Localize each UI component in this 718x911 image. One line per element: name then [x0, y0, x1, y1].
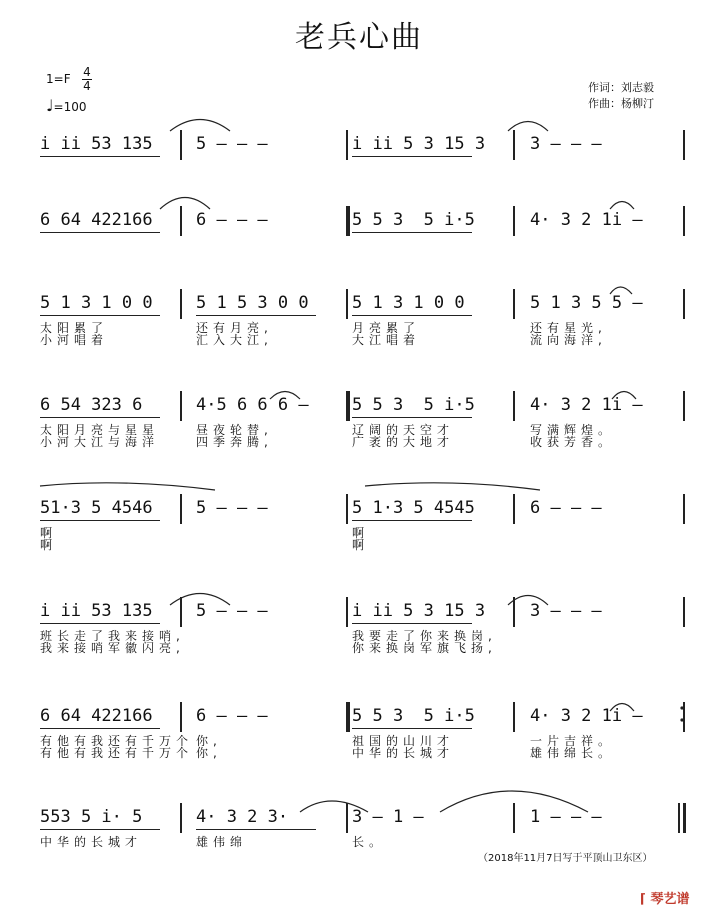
- lyric-text: 长。: [352, 835, 387, 849]
- watermark-logo: ⌈ 琴艺谱: [640, 892, 690, 907]
- measure-notes: 5 5 3 5 i·5: [352, 395, 475, 415]
- measure-notes: 51·3 5 4546: [40, 498, 153, 518]
- lyric-text: 太阳累了: [40, 321, 109, 335]
- measure-notes: 4· 3 2 3·: [196, 807, 289, 827]
- lyric-text: 雄伟绵长。: [530, 746, 616, 760]
- lyric-text: 你,: [196, 746, 222, 760]
- measure-notes: 5 – – –: [196, 601, 268, 621]
- time-top: 4: [83, 65, 91, 79]
- lyric-text: 还有月亮,: [196, 321, 273, 335]
- lyric-text: 还有星光,: [530, 321, 607, 335]
- lyric-text: 广袤的大地才: [352, 435, 455, 449]
- measure-notes: i ii 5 3 15 3: [352, 134, 486, 154]
- lyric-text: 有他有我还有千万个: [40, 746, 194, 760]
- lyric-text: 中华的长城才: [40, 835, 143, 849]
- lyric-text: 小河大江与海洋: [40, 435, 160, 449]
- lyric-text: 收获芳香。: [530, 435, 616, 449]
- measure-notes: 6 54 323 6: [40, 395, 143, 415]
- measure-notes: 5 1·3 5 4545: [352, 498, 475, 518]
- key-label: 1=F: [46, 72, 71, 86]
- measure-notes: 5 1 3 1 0 0: [40, 293, 153, 313]
- lyric-text: 昼夜轮替,: [196, 423, 273, 437]
- lyric-text: 班长走了我来接哨,: [40, 629, 185, 643]
- watermark-text: 琴艺谱: [650, 892, 690, 907]
- lyric-text: 汇入大江,: [196, 333, 273, 347]
- page-title: 老兵心曲: [295, 20, 423, 55]
- lyric-text: 月亮累了: [352, 321, 421, 335]
- lyric-text: 辽阔的天空才: [352, 423, 455, 437]
- measure-notes: 6 64 422166: [40, 210, 153, 230]
- lyric-text: 写满辉煌。: [530, 423, 616, 437]
- measure-notes: 1 – – –: [530, 807, 602, 827]
- measure-notes: 4·5 6 6 6 –: [196, 395, 309, 415]
- measure-notes: i ii 5 3 15 3: [352, 601, 486, 621]
- lyric-text: 大江唱着: [352, 333, 421, 347]
- lyric-text: 祖国的山川才: [352, 734, 455, 748]
- measure-notes: 5 5 3 5 i·5: [352, 210, 475, 230]
- measure-notes: 4· 3 2 1i –: [530, 395, 643, 415]
- measure-notes: 3 – 1 –: [352, 807, 424, 827]
- lyric-text: 啊: [40, 526, 58, 540]
- measure-notes: 3 – – –: [530, 134, 602, 154]
- lyric-text: 中华的长城才: [352, 746, 455, 760]
- measure-notes: 5 – – –: [196, 498, 268, 518]
- measure-notes: 5 1 3 5 5 –: [530, 293, 643, 313]
- measure-notes: 4· 3 2 1i –: [530, 706, 643, 726]
- lyric-text: 我要走了你来换岗,: [352, 629, 497, 643]
- lyric-text: 啊: [352, 526, 370, 540]
- measure-notes: 5 – – –: [196, 134, 268, 154]
- quarter-note-icon: ♩: [46, 96, 54, 115]
- measure-notes: 5 1 5 3 0 0: [196, 293, 309, 313]
- measure-notes: 3 – – –: [530, 601, 602, 621]
- measure-notes: 6 – – –: [196, 210, 268, 230]
- measure-notes: 553 5 i· 5: [40, 807, 143, 827]
- lyricist: 作词：刘志毅: [588, 81, 654, 94]
- lyric-text: 四季奔腾,: [196, 435, 273, 449]
- lyric-text: 雄伟绵: [196, 835, 248, 849]
- measure-notes: 5 5 3 5 i·5: [352, 706, 475, 726]
- lyric-text: 有他有我还有千万个: [40, 734, 194, 748]
- lyric-text: 啊: [352, 538, 370, 552]
- lyric-text: 你,: [196, 734, 222, 748]
- lyric-text: 一片吉祥。: [530, 734, 616, 748]
- lyric-text: 小河唱着: [40, 333, 109, 347]
- measure-notes: 6 – – –: [196, 706, 268, 726]
- lyric-text: 流向海洋,: [530, 333, 607, 347]
- time-bottom: 4: [83, 79, 91, 93]
- lyric-text: 我来接哨军徽闪亮,: [40, 641, 185, 655]
- footnote: （2018年11月7日写于平顶山卫东区）: [478, 853, 653, 864]
- lyric-text: 你来换岗军旗飞扬,: [352, 641, 497, 655]
- measure-notes: 6 64 422166: [40, 706, 153, 726]
- lyric-text: 太阳月亮与星星: [40, 423, 160, 437]
- lyric-text: 啊: [40, 538, 58, 552]
- measure-notes: 4· 3 2 1i –: [530, 210, 643, 230]
- measure-notes: 6 – – –: [530, 498, 602, 518]
- composer: 作曲：杨柳汀: [588, 97, 654, 110]
- measure-notes: 5 1 3 1 0 0: [352, 293, 465, 313]
- measure-notes: i ii 53 135: [40, 601, 153, 621]
- measure-notes: i ii 53 135: [40, 134, 153, 154]
- tempo-value: =100: [53, 100, 87, 114]
